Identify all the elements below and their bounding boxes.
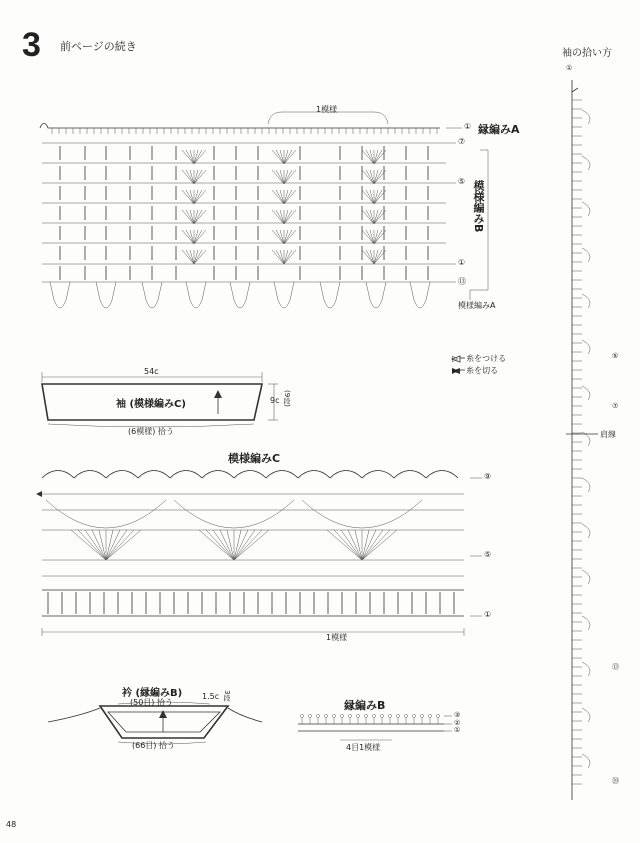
edging-b-row3: ③ xyxy=(454,711,461,719)
collar-rows: 3段 xyxy=(223,690,231,702)
edging-b-repeat: 4目1模様 xyxy=(346,743,381,752)
collar-title: 衿 (縁編みB) xyxy=(122,688,183,699)
pattern-c-repeat: 1模様 xyxy=(326,633,348,642)
pickup-mark-a: ① xyxy=(566,64,573,72)
collar-height: 1.5c xyxy=(202,692,220,701)
collar-schematic xyxy=(48,702,262,744)
sleeve-title: 袖 (模様編みC) xyxy=(116,399,186,410)
collar-bottom: (66目) 拾う xyxy=(132,741,175,750)
pickup-title: 袖の拾い方 xyxy=(562,48,612,59)
pattern-c-row5: ⑤ xyxy=(484,550,492,559)
legend-attach: ▷＝糸をつける xyxy=(452,354,507,363)
chapter-subtitle: 前ページの続き xyxy=(60,40,137,53)
pattern-c-chart xyxy=(36,471,482,637)
pattern-a-chart xyxy=(40,112,488,308)
edging-b-row2: ② xyxy=(454,719,461,727)
pattern-a-body-label: 模様編みB xyxy=(472,180,485,233)
pattern-a-row7: ⑦ xyxy=(458,137,466,146)
pattern-a-edging-label: 縁編みA xyxy=(478,123,520,136)
pattern-a-repeat: 1模様 xyxy=(316,105,338,114)
pickup-mark-d: ⑬ xyxy=(612,663,619,671)
pattern-c-row9: ⑨ xyxy=(484,472,492,481)
pattern-a-bottom-label: 模様編みA xyxy=(458,301,496,310)
pickup-mark-e: ⑳ xyxy=(612,777,619,785)
pickup-mark-b: ⑤ xyxy=(612,352,619,360)
pattern-a-row5: ⑤ xyxy=(458,177,466,186)
pattern-a-row1: ① xyxy=(464,122,472,131)
pattern-c-row1: ① xyxy=(484,610,492,619)
pattern-a-row13: ⑬ xyxy=(458,277,466,286)
pattern-a-row1b: ① xyxy=(458,258,466,267)
edging-b-row1: ① xyxy=(454,726,461,734)
edging-b-chart xyxy=(298,714,452,740)
collar-top: (50目) 拾う xyxy=(130,698,173,707)
page-number: 48 xyxy=(6,820,17,829)
pickup-mark-c: ⑦ xyxy=(612,402,619,410)
sleeve-pickup: (6模様) 拾う xyxy=(128,427,174,436)
edging-b-title: 縁編みB xyxy=(344,699,386,712)
sleeve-rows: (9段) xyxy=(283,390,291,407)
legend-cut: ▶＝糸を切る xyxy=(452,366,499,375)
pattern-c-title: 模様編みC xyxy=(228,452,281,465)
chapter-number: 3 xyxy=(22,26,41,64)
pickup-shoulder: 肩線 xyxy=(600,430,616,439)
sleeve-pickup-chart xyxy=(566,80,598,800)
sleeve-width: 54c xyxy=(144,367,159,376)
sleeve-height: 9c xyxy=(270,396,280,405)
